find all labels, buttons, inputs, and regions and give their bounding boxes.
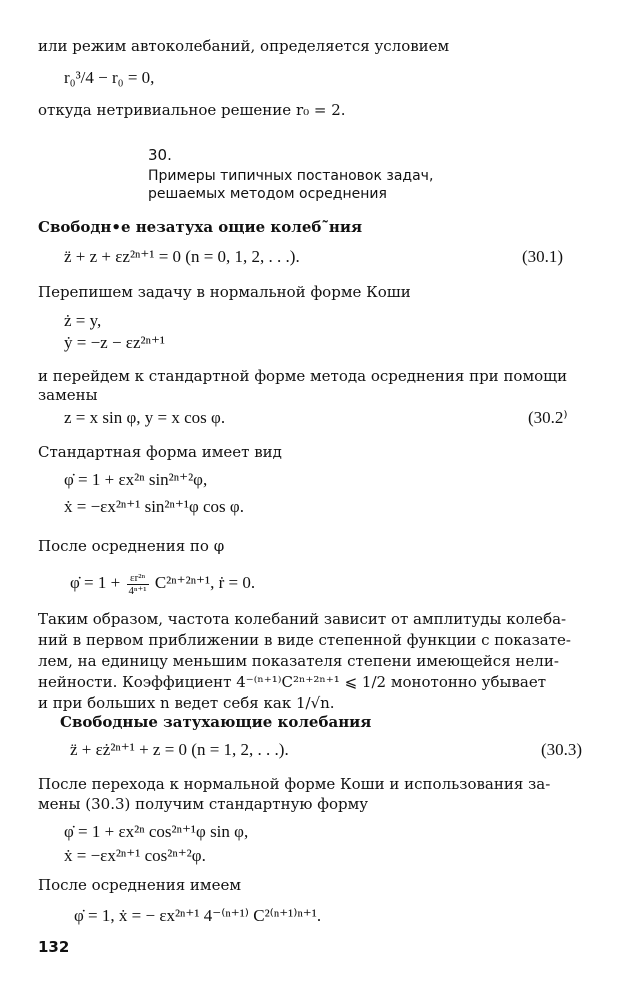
after-transition-line2: мены (30.3) получим стандартную форму (38, 795, 369, 813)
rewrite-cauchy: Перепишем задачу в нормальной форме Коши (38, 283, 411, 301)
section-title-line1: Примеры типичных постановок задач, (148, 168, 434, 184)
paragraph-line3: лем, на единицу меньшим показателя степени имеющейся нели- (38, 652, 559, 670)
equation-30-3: z̈ + εż²ⁿ⁺¹ + z = 0 (n = 1, 2, . . .). (70, 740, 289, 759)
averaged-equation (70, 568, 255, 598)
paragraph-line4: нейности. Коэффициент 4⁻⁽ⁿ⁺¹⁾C²ⁿ⁺²ⁿ⁺¹ ⩽ 1/2 монотонно убывает (38, 673, 547, 691)
standard-eq2: ẋ = −εx²ⁿ⁺¹ sin²ⁿ⁺¹φ cos φ. (64, 497, 244, 516)
equation-r0: r₀³/4 − r₀ = 0, (64, 68, 155, 87)
intro-line: или режим автоколебаний, определяется условием (38, 37, 450, 55)
averaged-fraction (127, 572, 149, 597)
final-equation: φ̇ = 1, ẋ = − εx²ⁿ⁺¹ 4⁻⁽ⁿ⁺¹⁾ C²⁽ⁿ⁺¹⁾ⁿ⁺¹. (74, 906, 322, 925)
cauchy-eq1: ż = y, (64, 311, 102, 330)
after-averaging-phi: После осреднения по φ (38, 537, 225, 555)
paragraph-line1: Таким образом, частота колебаний зависит от амплитуды колеба- (38, 610, 567, 628)
section-title-line2: решаемых методом осреднения (148, 186, 387, 202)
equation-number-30-1: (30.1) (522, 247, 564, 266)
standard-form-label: Стандартная форма имеет вид (38, 443, 282, 461)
after-transition-line1: После перехода к нормальной форме Коши и использования за- (38, 775, 551, 793)
equation-number-30-3: (30.3) (541, 740, 583, 759)
cauchy-eq2: ẏ = −z − εz²ⁿ⁺¹ (64, 333, 166, 352)
standard-eq1: φ̇ = 1 + εx²ⁿ sin²ⁿ⁺²φ, (64, 470, 208, 489)
standard-eq3: φ̇ = 1 + εx²ⁿ cos²ⁿ⁺¹φ sin φ, (64, 822, 249, 841)
paragraph-line5: и при больших n ведет себя как 1/√n. (38, 694, 335, 712)
page-number: 132 (38, 938, 70, 956)
equation-30-1: z̈ + z + εz²ⁿ⁺¹ = 0 (n = 0, 1, 2, . . .). (64, 247, 300, 266)
nontrivial-solution: откуда нетривиальное решение r₀ = 2. (38, 101, 346, 119)
averaged-suffix: C²ⁿ⁺²ⁿ⁺¹, ṙ = 0. (154, 573, 256, 592)
averaged-prefix: φ̇ = 1 + (70, 573, 121, 592)
heading-free-undamped: Свободн•е незатуха ощие колеб˜ния (38, 218, 363, 236)
paragraph-line2: ний в первом приближении в виде степенной функции с показате- (38, 631, 571, 649)
transition-line2: замены (38, 386, 98, 404)
equation-30-2: z = x sin φ, y = x cos φ. (64, 408, 226, 427)
heading-free-damped: Свободные затухающие колебания (60, 713, 372, 731)
fraction-denominator: 4ⁿ⁺¹ (128, 584, 147, 597)
after-averaging: После осреднения имеем (38, 876, 242, 894)
transition-line1: и перейдем к стандартной форме метода осреднения при помощи (38, 367, 568, 385)
standard-eq4: ẋ = −εx²ⁿ⁺¹ cos²ⁿ⁺²φ. (64, 846, 206, 865)
section-number: 30. (148, 146, 172, 164)
equation-number-30-2: (30.2⁾ (528, 408, 568, 427)
fraction-numerator: εr²ⁿ (127, 572, 149, 585)
